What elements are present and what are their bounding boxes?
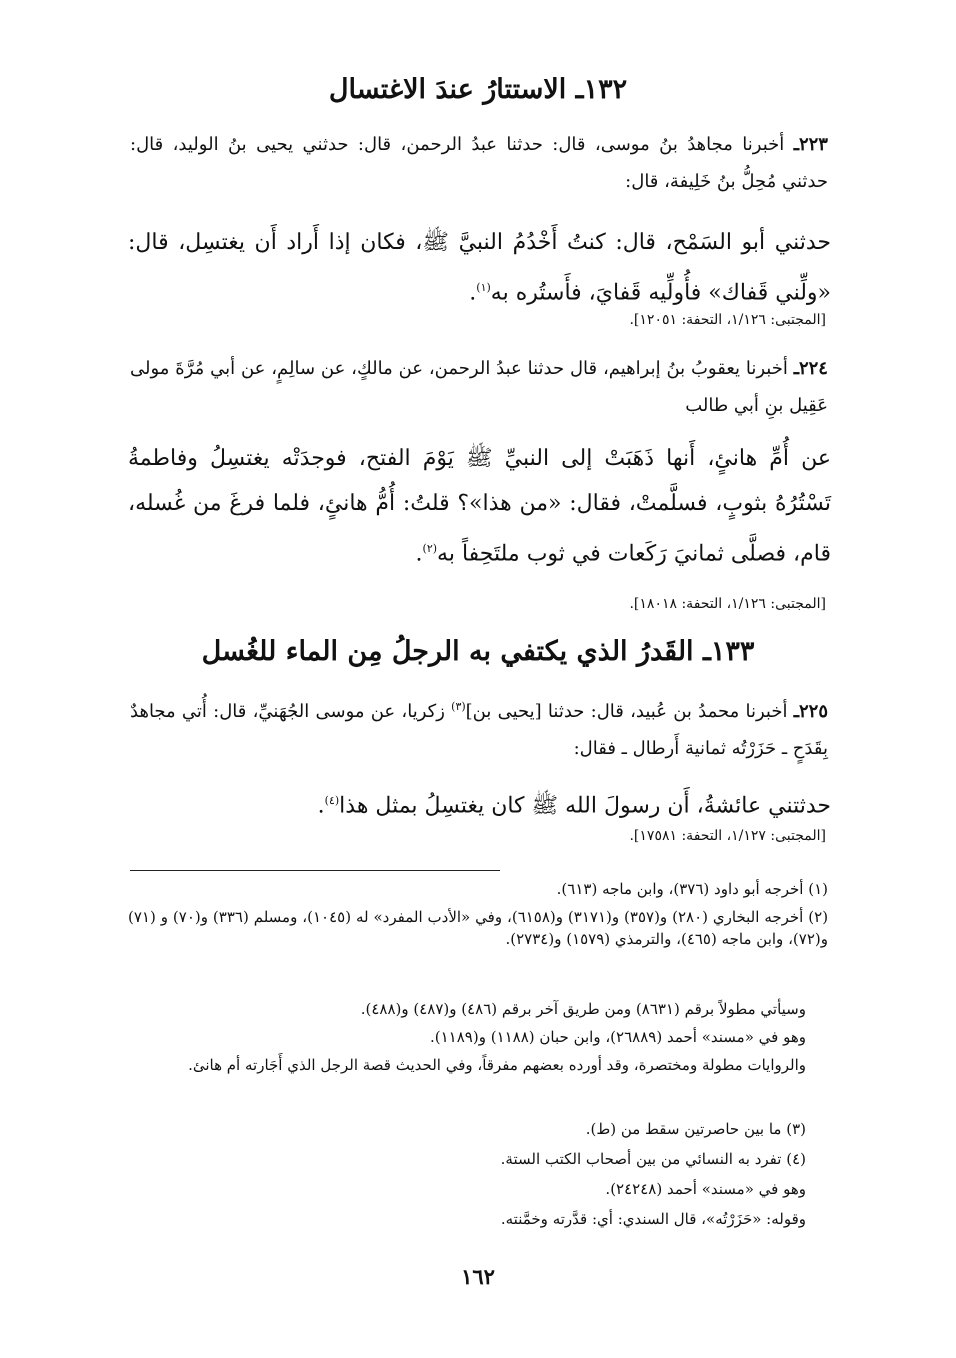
hadith-225-matn: حدثتني عائشةُ، أَن رسولَ الله ﷺ كان يغتسِلُ بمثل هذا$^{(٤)}$. <box>317 793 831 819</box>
hadith-number: ٢٢٣ـ <box>793 134 828 155</box>
isnad-text-a: أخبرنا محمدُ بن عُبيد، قال: حدثنا [يحيى بن] <box>465 701 788 722</box>
footnote-2-note-c: والروايات مطولة ومختصرة، وقد أورده بعضهم مفرقاً، وفي الحديث قصة الرجل الذي أَجَارته أم هانئ. <box>188 1056 806 1074</box>
footnote-4-note-a: وهو في «مسند» أحمد (٢٤٢٤٨). <box>605 1180 806 1198</box>
matn-text: حدثتني عائشةُ، أَن رسولَ الله ﷺ كان يغتسِلُ بمثل هذا <box>339 793 831 819</box>
footnote-1: (١) أخرجه أبو داود (٣٧٦)، وابن ماجه (٦١٣). <box>556 880 828 898</box>
isnad-text: أخبرنا يعقوبُ بنُ إبراهيم، قال حدثنا عبدُ الرحمن، عن مالكٍ، عن سالِمٍ، عن أبي مُرَّةَ مولى عَقِيل بنِ أبي طالب <box>130 358 828 416</box>
matn-text: حدثني أبو السَمْح، قال: كنتُ أَخْدُمُ النبيَّ ﷺ، فكان إذا أَراد أَن يغتسِل، قال: «ولِّني قَفاك» فأُولِّيه قَفايَ، فأَستُره به <box>128 230 831 306</box>
chapter-heading-132: ١٣٢ـ الاستتارُ عندَ الاغتسال <box>328 74 628 105</box>
footnote-2-note-b: وهو في «مسند» أحمد (٢٦٨٨٩)، وابن حبان (١١٨٨) و(١١٨٩). <box>429 1028 806 1046</box>
footnote-4-note-b: وقوله: «حَزَرْتُه»، قال السندي: أي: قدَّرته وخمَّنته. <box>500 1210 806 1228</box>
hadith-225-isnad <box>130 688 828 767</box>
hadith-223-isnad <box>130 126 828 200</box>
footnote-2: (٢) أخرجه البخاري (٢٨٠) و(٣٥٧) و(٣١٧١) و(٦١٥٨)، وفي «الأدب المفرد» له (١٠٤٥)، ومسلم (٣٣٦) و(٧٠) و (٧١) و(٧٢)، وابن ماجه (٤٦٥)، والترمذي (١٥٧٩) و(٢٧٣٤). <box>128 908 829 948</box>
hadith-223-reference: [المجتبى: ١/١٢٦، التحفة: ١٢٠٥١]. <box>629 312 826 328</box>
footnote-marker: (١) <box>476 281 491 294</box>
footnote-marker: (٤) <box>324 794 340 807</box>
matn-text: عن أُمِّ هانئٍ، أَنها ذَهَبَتْ إلى النبيِّ ﷺ يَوْمَ الفتح، فوجدَتْه يغتسِلُ وفاطمةُ تَسْتُرُهُ بثوبٍ، فسلَّمتْ، فقال: «من هذا»؟ قلتُ: أُمُّ هانئٍ، فلما فرغَ من غُسله، قام، فصلَّى ثمانيَ رَكَعات في ثوب ملتَحِفاً به <box>128 446 831 567</box>
footnote-marker: (٢) <box>422 542 438 555</box>
isnad-text: أخبرنا مجاهدُ بنُ موسى، قال: حدثنا عبدُ الرحمن، قال: حدثني يحيى بنُ الوليد، قال: حدثني مُحِلُّ بنُ خَلِيفة، قال: <box>130 134 828 192</box>
hadith-224-matn: عن أُمِّ هانئٍ، أَنها ذَهَبَتْ إلى النبيِّ ﷺ يَوْمَ الفتح، فوجدَتْه يغتسِلُ وفاطمةُ تَسْتُرُهُ بثوبٍ، فسلَّمتْ، فقال: «من هذا»؟ قلتُ: أُمُّ هانئٍ، فلما فرغَ من غُسله، قام، فصلَّى ثمانيَ رَكَعات في ثوب ملتَحِفاً به$^{(٢)}$. <box>128 446 831 567</box>
hadith-number: ٢٢٥ـ <box>793 701 828 722</box>
isnad-text-b: زكريا، عن موسى الجُهَنيِّ، قال: أُتي مجاهدٌ بِقَدَحٍ ـ حَزَرْتُه ثمانية أَرطال ـ فقال: <box>130 701 828 759</box>
hadith-225-reference: [المجتبى: ١/١٢٧، التحفة: ١٧٥٨١]. <box>629 828 826 844</box>
footnote-3: (٣) ما بين حاصرتين سقط من (ط). <box>585 1120 806 1138</box>
hadith-224-isnad <box>130 350 828 424</box>
chapter-heading-133: ١٣٣ـ القَدرُ الذي يكتفي به الرجلُ مِن الماء للغُسل <box>201 636 755 667</box>
hadith-number: ٢٢٤ـ <box>793 358 828 379</box>
page-number: ١٦٢ <box>461 1264 495 1289</box>
footnote-separator <box>130 870 500 871</box>
footnote-marker: (٣) <box>451 700 466 713</box>
hadith-223-matn: حدثني أبو السَمْح، قال: كنتُ أَخْدُمُ النبيَّ ﷺ، فكان إذا أَراد أَن يغتسِل، قال: «ولِّني قَفاك» فأُولِّيه قَفايَ، فأَستُره به$^{(١)}$. <box>128 230 831 306</box>
footnote-4: (٤) تفرد به النسائي من بين أصحاب الكتب الستة. <box>500 1150 806 1168</box>
hadith-224-reference: [المجتبى: ١/١٢٦، التحفة: ١٨٠١٨]. <box>629 596 826 612</box>
footnote-2-note-a: وسيأتي مطولاً برقم (٨٦٣١) ومن طريق آخر برقم (٤٨٦) و(٤٨٧) و(٤٨٨). <box>360 1000 806 1018</box>
